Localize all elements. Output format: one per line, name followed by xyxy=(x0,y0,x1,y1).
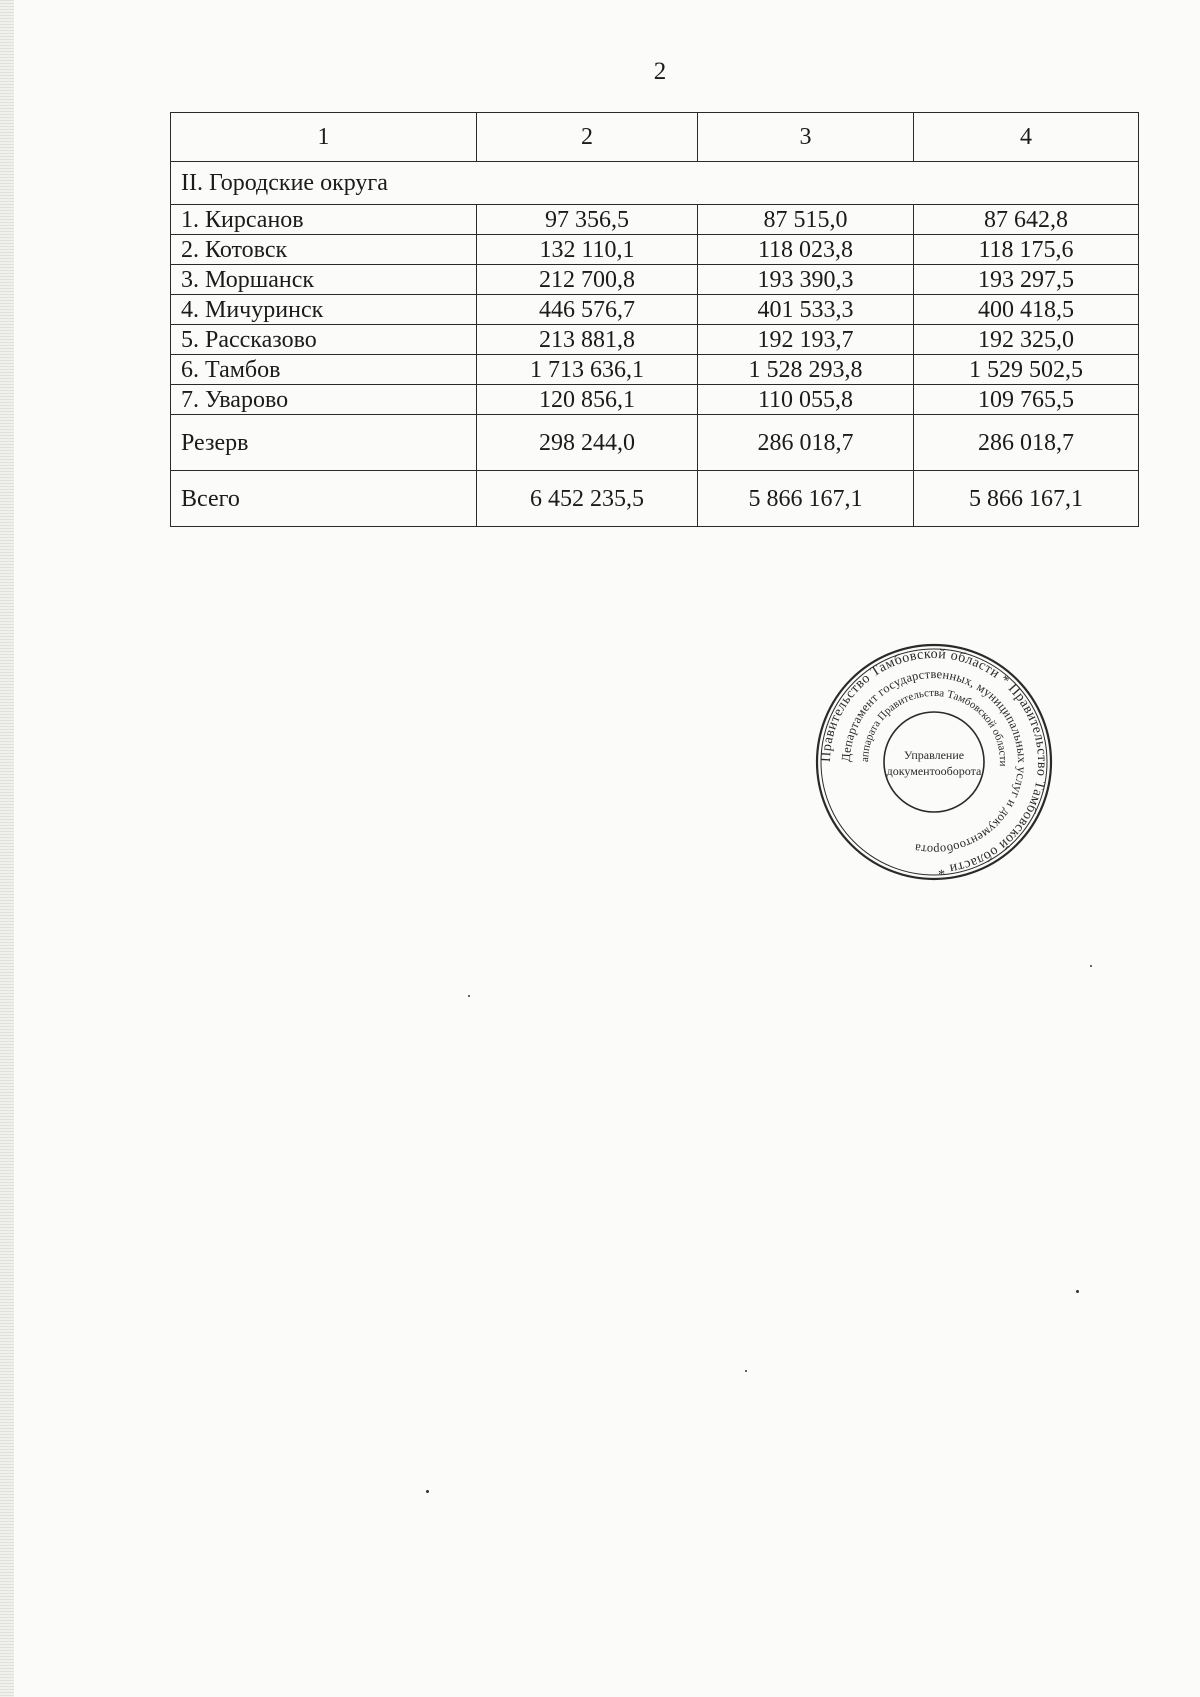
value-col3: 118 023,8 xyxy=(698,235,914,265)
value-col3: 193 390,3 xyxy=(698,265,914,295)
value-col2: 1 713 636,1 xyxy=(477,355,698,385)
table-row xyxy=(171,355,1139,385)
table-row xyxy=(171,235,1139,265)
value-col3: 286 018,7 xyxy=(698,415,914,471)
value-col4: 400 418,5 xyxy=(914,295,1139,325)
value-col2: 132 110,1 xyxy=(477,235,698,265)
district-name: 2. Котовск xyxy=(171,235,477,265)
stamp-center-line1: Управление xyxy=(903,748,965,762)
value-col2: 446 576,7 xyxy=(477,295,698,325)
value-col2: 97 356,5 xyxy=(477,205,698,235)
value-col3: 5 866 167,1 xyxy=(698,471,914,527)
page-number: 2 xyxy=(653,58,667,85)
value-col4: 87 642,8 xyxy=(914,205,1139,235)
value-col3: 401 533,3 xyxy=(698,295,914,325)
value-col2: 298 244,0 xyxy=(477,415,698,471)
value-col3: 87 515,0 xyxy=(698,205,914,235)
scan-edge-artifact xyxy=(0,0,14,1697)
seal-stamp-icon xyxy=(814,642,1054,882)
scan-speck xyxy=(1076,1290,1079,1293)
budget-table xyxy=(170,112,1139,527)
value-col3: 110 055,8 xyxy=(698,385,914,415)
scan-speck xyxy=(1090,965,1092,967)
scan-speck xyxy=(426,1490,429,1493)
table-row xyxy=(171,325,1139,355)
district-name: 6. Тамбов xyxy=(171,355,477,385)
stamp-outer-text: Правительство Тамбовской области * Правительство Тамбовской области * xyxy=(818,646,1050,877)
value-col4: 193 297,5 xyxy=(914,265,1139,295)
stamp-inner-ring xyxy=(884,712,984,812)
value-col2: 6 452 235,5 xyxy=(477,471,698,527)
value-col2: 213 881,8 xyxy=(477,325,698,355)
table-row xyxy=(171,295,1139,325)
stamp-center-line2: документооборота xyxy=(886,764,982,778)
value-col2: 212 700,8 xyxy=(477,265,698,295)
value-col2: 120 856,1 xyxy=(477,385,698,415)
district-name: 1. Кирсанов xyxy=(171,205,477,235)
stamp-inner-text: аппарата Правительства Тамбовской области xyxy=(858,686,1010,767)
value-col4: 5 866 167,1 xyxy=(914,471,1139,527)
section-row xyxy=(171,162,1139,205)
district-name: 3. Моршанск xyxy=(171,265,477,295)
column-header: 1 xyxy=(171,113,477,162)
district-name: 4. Мичуринск xyxy=(171,295,477,325)
total-label: Всего xyxy=(171,471,477,527)
value-col4: 118 175,6 xyxy=(914,235,1139,265)
column-header: 3 xyxy=(698,113,914,162)
total-row xyxy=(171,471,1139,527)
value-col4: 109 765,5 xyxy=(914,385,1139,415)
district-name: 7. Уварово xyxy=(171,385,477,415)
value-col4: 192 325,0 xyxy=(914,325,1139,355)
reserve-label: Резерв xyxy=(171,415,477,471)
column-header: 2 xyxy=(477,113,698,162)
table-row xyxy=(171,385,1139,415)
value-col3: 192 193,7 xyxy=(698,325,914,355)
reserve-row xyxy=(171,415,1139,471)
scan-speck xyxy=(745,1370,747,1372)
value-col4: 286 018,7 xyxy=(914,415,1139,471)
value-col3: 1 528 293,8 xyxy=(698,355,914,385)
table-row xyxy=(171,205,1139,235)
column-header: 4 xyxy=(914,113,1139,162)
table-row xyxy=(171,265,1139,295)
value-col4: 1 529 502,5 xyxy=(914,355,1139,385)
scan-speck xyxy=(468,995,470,997)
district-name: 5. Рассказово xyxy=(171,325,477,355)
table-header-row xyxy=(171,113,1139,162)
section-title: II. Городские округа xyxy=(171,162,1139,205)
stamp-middle-text: Департамент государственных, муниципальных услуг и документооборота xyxy=(838,666,1030,858)
